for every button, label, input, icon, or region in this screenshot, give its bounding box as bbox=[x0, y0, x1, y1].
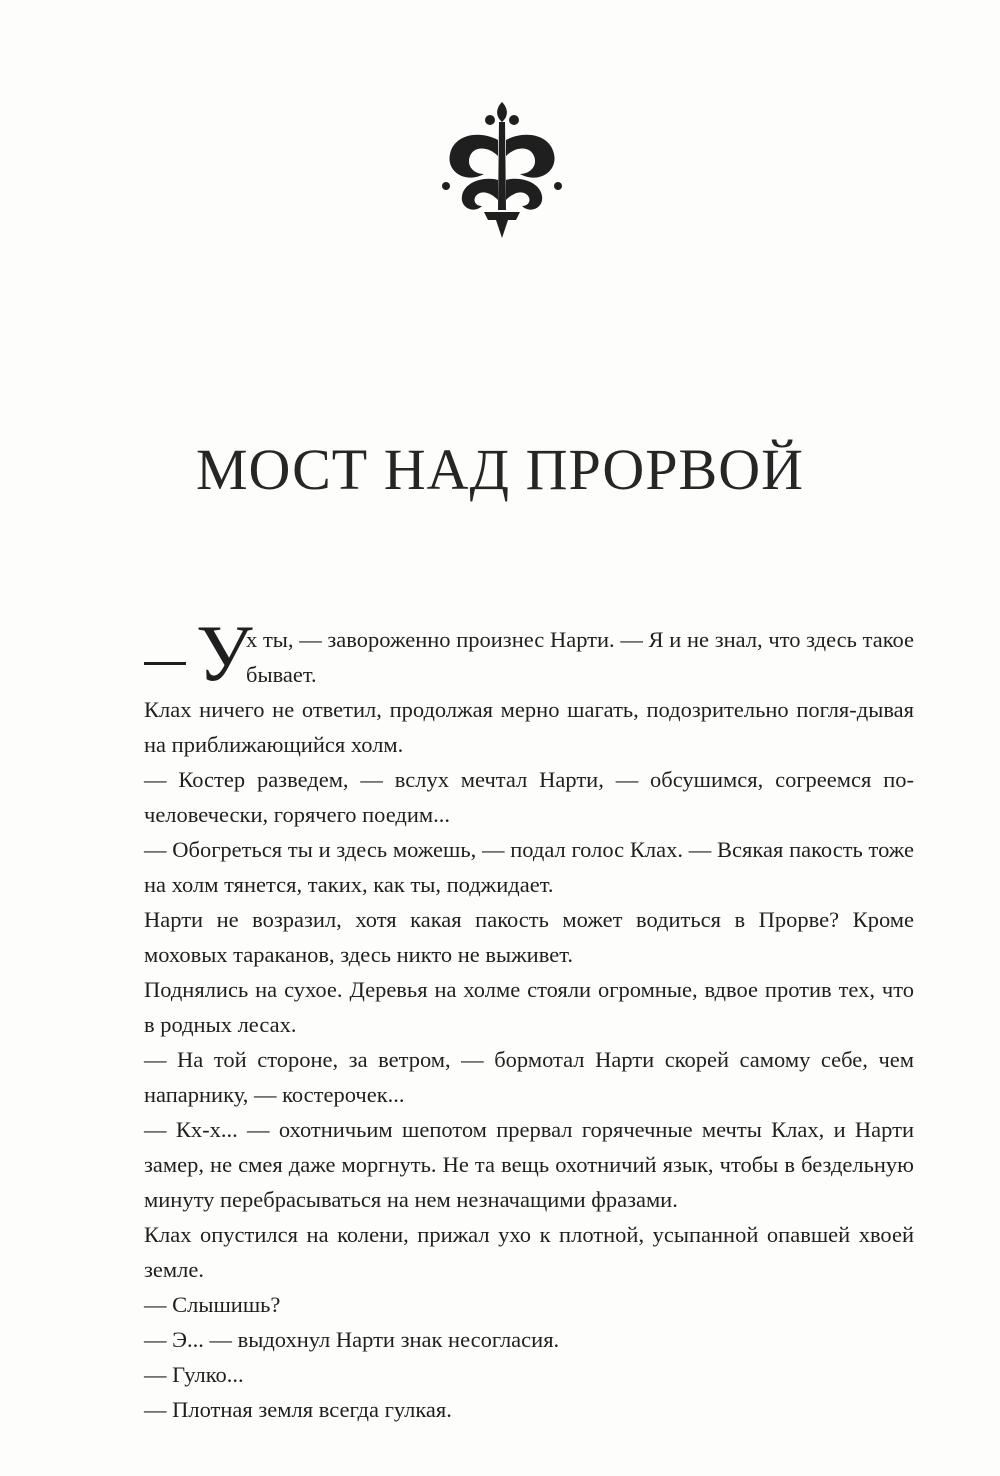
paragraph: Клах ничего не ответил, продолжая мерно шагать, подозрительно погля-дывая на приближающийся холм. bbox=[144, 697, 914, 757]
paragraph: Поднялись на сухое. Деревья на холме стояли огромные, вдвое против тех, что в родных лесах. bbox=[144, 977, 914, 1037]
paragraph: — Обогреться ты и здесь можешь, — подал голос Клах. — Всякая пакость тоже на холм тянется, таких, как ты, поджидает. bbox=[144, 837, 914, 897]
paragraph: — Гулко... bbox=[144, 1362, 244, 1387]
paragraph: — Костер разведем, — вслух мечтал Нарти, — обсушимся, согреемся по-человечески, горячего поедим... bbox=[144, 767, 914, 827]
drop-cap-letter: У bbox=[196, 610, 253, 698]
chapter-title: МОСТ НАД ПРОРВОЙ bbox=[195, 437, 805, 502]
paragraph: — На той стороне, за ветром, — бормотал Нарти скорей самому себе, чем напарнику, — костерочек... bbox=[144, 1047, 914, 1107]
dash-mark bbox=[144, 662, 186, 665]
paragraph: — Плотная земля всегда гулкая. bbox=[144, 1397, 452, 1422]
floral-ornament-icon bbox=[440, 100, 564, 240]
paragraph: Клах опустился на колени, прижал ухо к плотной, усыпанной опавшей хвоей земле. bbox=[144, 1222, 914, 1282]
drop-cap bbox=[144, 610, 253, 698]
chapter-body bbox=[144, 610, 914, 1427]
first-paragraph-text: х ты, — завороженно произнес Нарти. — Я и не знал, что здесь такое бывает. bbox=[246, 627, 914, 687]
first-paragraph bbox=[144, 610, 914, 698]
paragraph: Нарти не возразил, хотя какая пакость может водиться в Прорве? Кроме моховых тараканов, здесь никто не выживет. bbox=[144, 907, 914, 967]
paragraph: — Кх-х... — охотничьим шепотом прервал горячечные мечты Клах, и Нарти замер, не смея даже моргнуть. Не та вещь охотничий язык, чтобы в бездельную минуту перебрасываться на нем незначащими фразами. bbox=[144, 1117, 914, 1212]
paragraph: — Слышишь? bbox=[144, 1292, 281, 1317]
paragraph: — Э... — выдохнул Нарти знак несогласия. bbox=[144, 1327, 560, 1352]
